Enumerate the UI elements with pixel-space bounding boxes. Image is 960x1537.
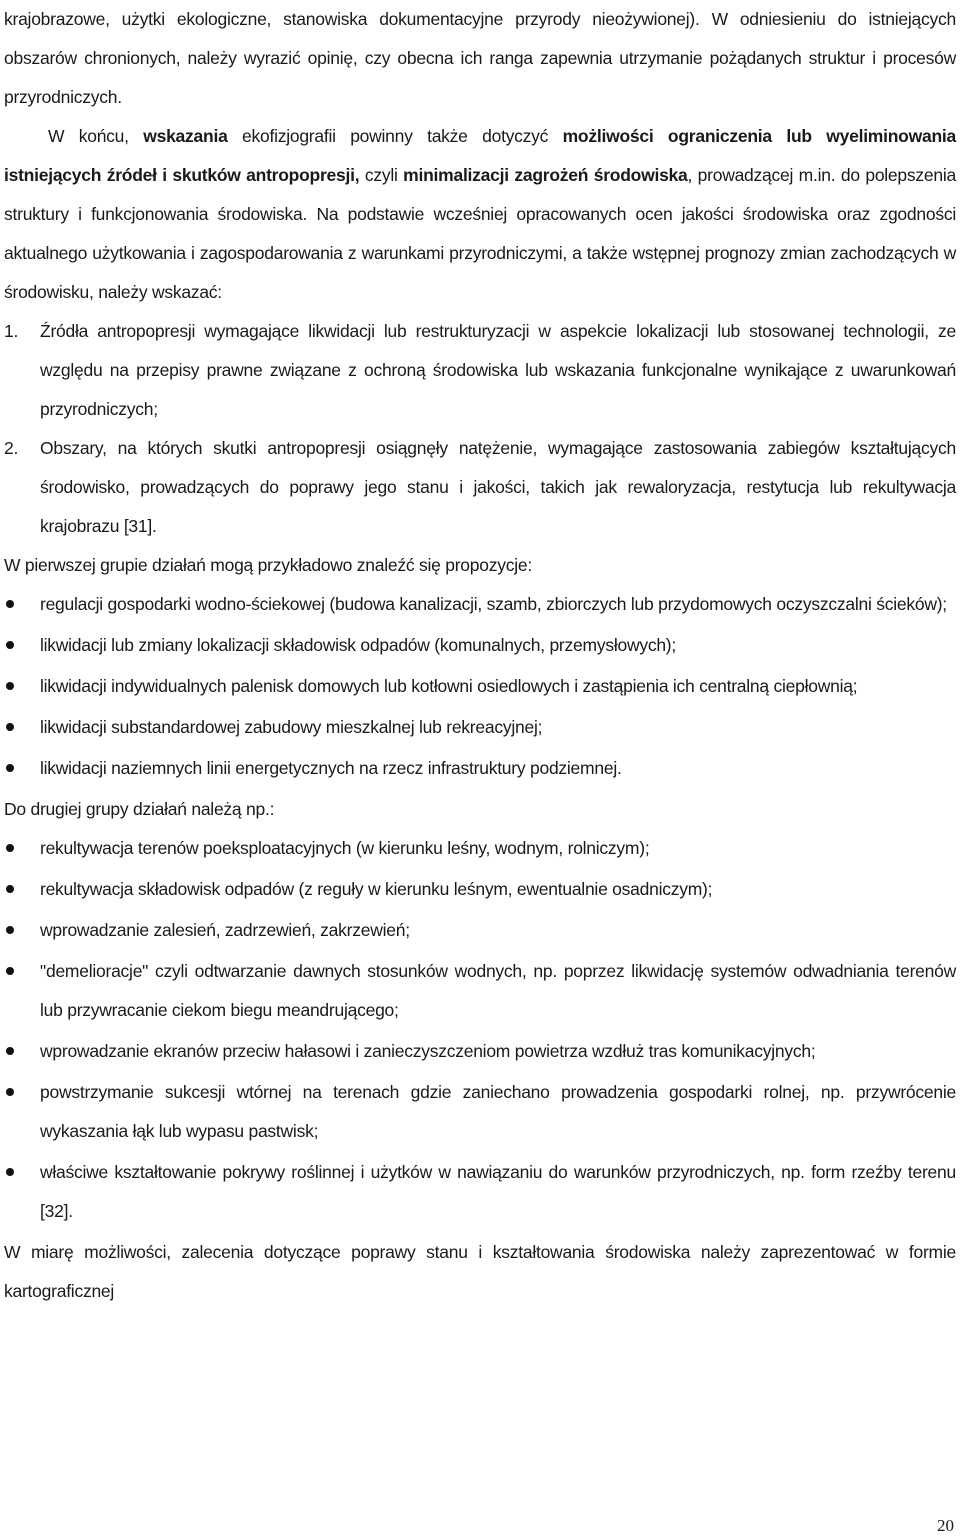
group2-heading: Do drugiej grupy działań należą np.: (4, 799, 275, 819)
bullet-icon (6, 967, 14, 975)
bullet-icon (6, 1047, 14, 1055)
conclusion-text-4: , prowadzącej m.in. do polepszenia struktury i funkcjonowania środowiska. Na podstawie wcześniej opracowanych ocen jakości środowiska oraz zgodności aktualnego użytkowania i zagospodarowania z warunkami przyrodniczymi, a także wstępnej prognozy zmian zachodzących w środowisku, należy wskazać: (4, 165, 956, 302)
bullet-icon (6, 764, 14, 772)
list-item-text: właściwe kształtowanie pokrywy roślinnej i użytków w nawiązaniu do warunków przyrodniczych, np. form rzeźby terenu [32]. (40, 1162, 956, 1221)
list-item (4, 952, 956, 1030)
list-item (4, 626, 956, 665)
numbered-item-number: 2. (4, 438, 19, 458)
bullet-icon (6, 1168, 14, 1176)
list-item (4, 829, 956, 868)
conclusion-bold-1: wskazania (143, 126, 228, 146)
list-item-text: likwidacji naziemnych linii energetycznych na rzecz infrastruktury podziemnej. (40, 758, 622, 778)
conclusion-text-2: ekofizjografii powinny także dotyczyć (227, 126, 563, 146)
bullet-icon (6, 600, 14, 608)
group1-heading: W pierwszej grupie działań mogą przykładowo znaleźć się propozycje: (4, 555, 532, 575)
list-item-text: rekultywacja terenów poeksploatacyjnych (w kierunku leśny, wodnym, rolniczym); (40, 838, 650, 858)
list-item-text: powstrzymanie sukcesji wtórnej na terenach gdzie zaniechano prowadzenia gospodarki rolnej, np. przywrócenie wykaszania łąk lub wypasu pastwisk; (40, 1082, 956, 1141)
list-item-text: wprowadzanie ekranów przeciw hałasowi i zanieczyszczeniom powietrza wzdłuż tras komunikacyjnych; (40, 1041, 816, 1061)
numbered-item-number: 1. (4, 321, 19, 341)
group1-list (4, 585, 956, 788)
numbered-item-1 (4, 312, 956, 429)
conclusion-text-3: czyli (359, 165, 404, 185)
list-item-text: regulacji gospodarki wodno-ściekowej (budowa kanalizacji, szamb, zbiorczych lub przydomowych oczyszczalni ścieków); (40, 594, 947, 614)
list-item (4, 870, 956, 909)
list-item-text: rekultywacja składowisk odpadów (z reguły w kierunku leśnym, ewentualnie osadniczym); (40, 879, 713, 899)
list-item (4, 911, 956, 950)
list-item (4, 667, 956, 706)
bullet-icon (6, 1088, 14, 1096)
conclusion-text-1: W końcu, (48, 126, 144, 146)
list-item (4, 1032, 956, 1071)
bullet-icon (6, 885, 14, 893)
document-page (4, 0, 956, 1311)
group2-list (4, 829, 956, 1231)
bullet-icon (6, 844, 14, 852)
list-item-text: likwidacji indywidualnych palenisk domowych lub kotłowni osiedlowych i zastąpienia ich centralną ciepłownią; (40, 676, 858, 696)
numbered-item-2 (4, 429, 956, 546)
list-item-text: "demelioracje" czyli odtwarzanie dawnych stosunków wodnych, np. poprzez likwidację systemów odwadniania terenów lub przywracanie ciekom biegu meandrującego; (40, 961, 956, 1020)
conclusion-bold-2: możliwości ograniczenia lub wyeliminowania istniejących źródeł i skutków antropopresji, (4, 126, 956, 185)
list-item (4, 1073, 956, 1151)
paragraph-intro: krajobrazowe, użytki ekologiczne, stanowiska dokumentacyjne przyrody nieożywionej). W odniesieniu do istniejących obszarów chronionych, należy wyrazić opinię, czy obecna ich ranga zapewnia utrzymanie pożądanych struktur i procesów przyrodniczych. (4, 9, 956, 107)
conclusion-bold-3: minimalizacji zagrożeń środowiska (403, 165, 688, 185)
list-item (4, 585, 956, 624)
list-item (4, 749, 956, 788)
bullet-icon (6, 926, 14, 934)
list-item (4, 1153, 956, 1231)
paragraph-final: W miarę możliwości, zalecenia dotyczące poprawy stanu i kształtowania środowiska należy zaprezentować w formie kartograficznej (4, 1242, 956, 1301)
numbered-item-text: Obszary, na których skutki antropopresji osiągnęły natężenie, wymagające zastosowania zabiegów kształtujących środowisko, prowadzących do poprawy jego stanu i jakości, takich jak rewaloryzacja, restytucja lub rekultywacja krajobrazu [31]. (40, 438, 956, 536)
bullet-icon (6, 641, 14, 649)
numbered-item-text: Źródła antropopresji wymagające likwidacji lub restrukturyzacji w aspekcie lokalizacji lub stosowanej technologii, ze względu na przepisy prawne związane z ochroną środowiska lub wskazania funkcjonalne wynikające z uwarunkowań przyrodniczych; (40, 321, 956, 419)
paragraph-conclusion (4, 117, 956, 312)
bullet-icon (6, 723, 14, 731)
list-item-text: likwidacji lub zmiany lokalizacji składowisk odpadów (komunalnych, przemysłowych); (40, 635, 676, 655)
list-item-text: likwidacji substandardowej zabudowy mieszkalnej lub rekreacyjnej; (40, 717, 543, 737)
list-item (4, 708, 956, 747)
bullet-icon (6, 682, 14, 690)
list-item-text: wprowadzanie zalesień, zadrzewień, zakrzewień; (40, 920, 410, 940)
page-number: 20 (937, 1516, 954, 1535)
